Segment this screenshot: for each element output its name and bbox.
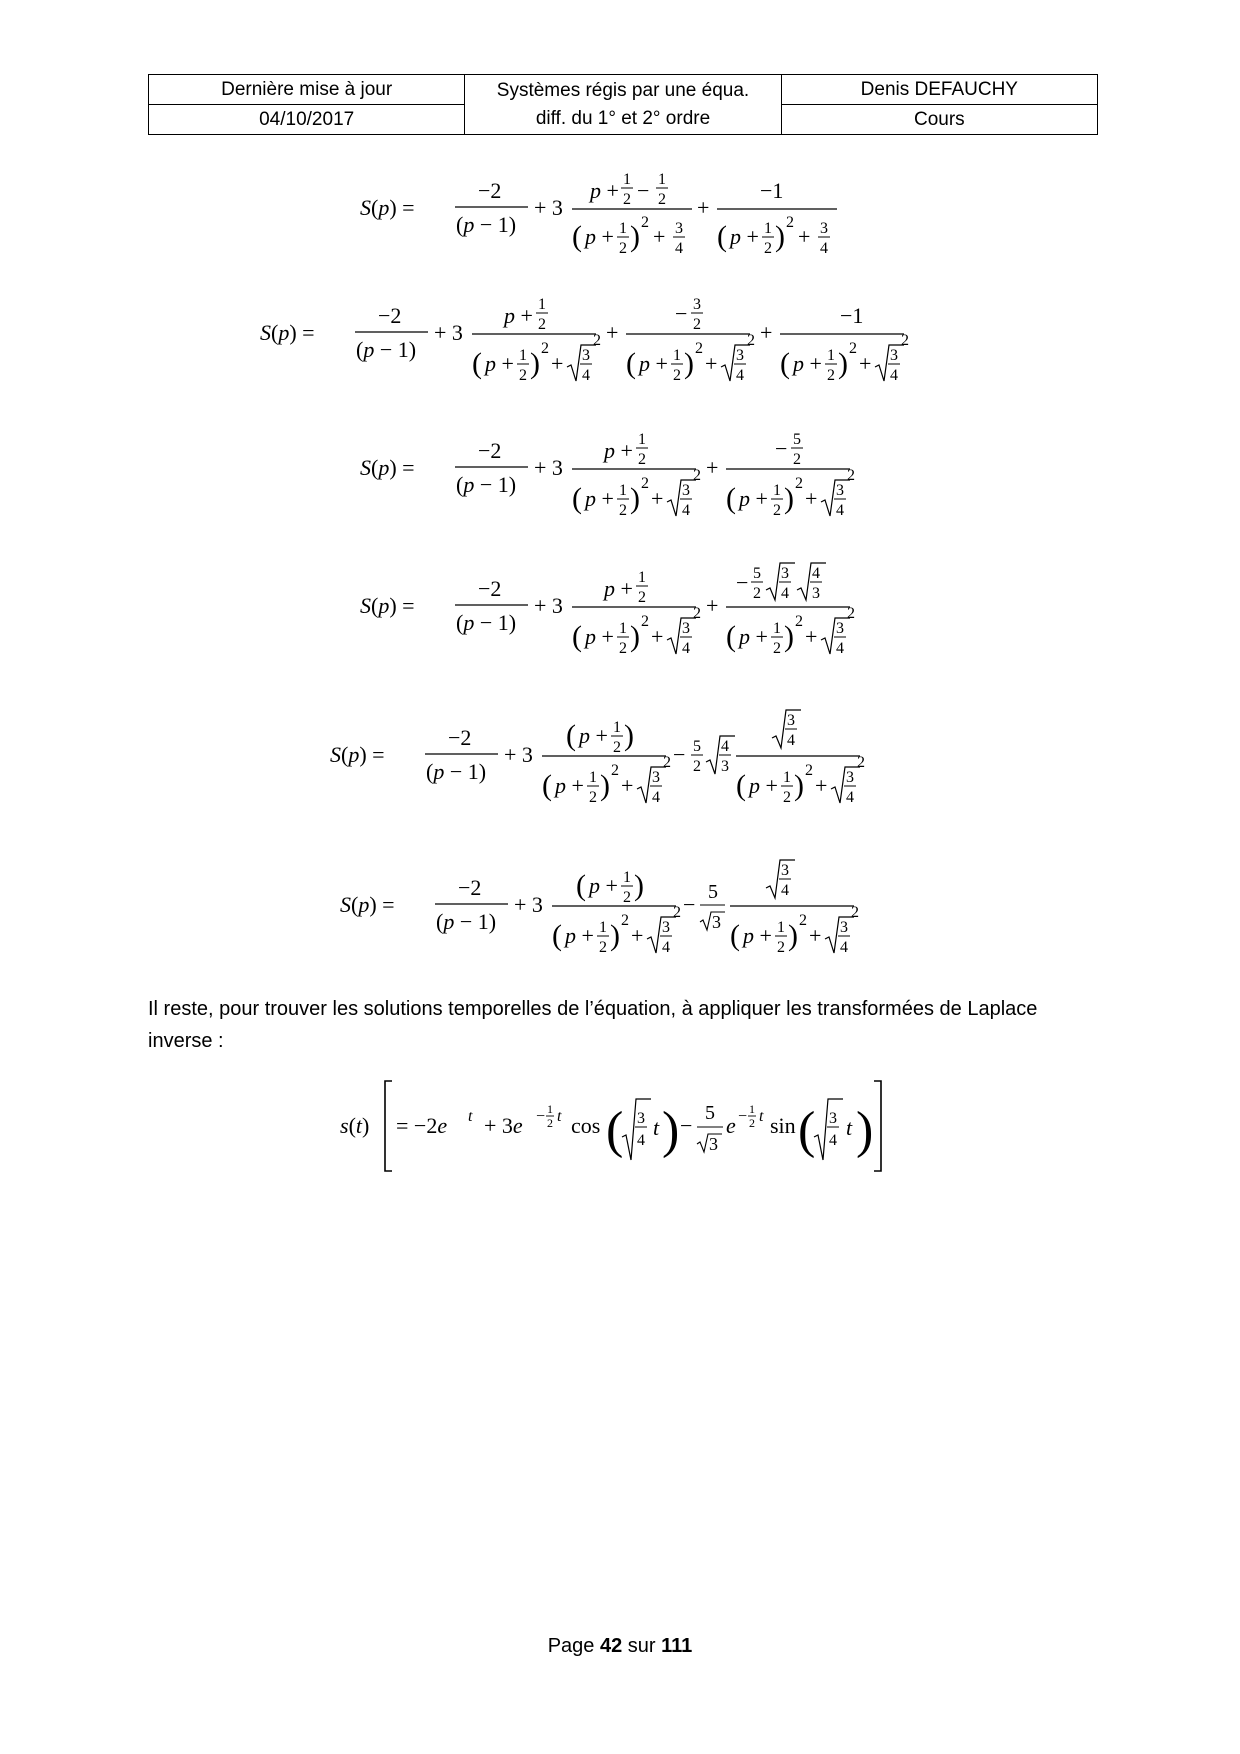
svg-text:−1: −1	[840, 303, 864, 328]
svg-text:2: 2	[541, 340, 549, 357]
svg-text:): )	[784, 620, 794, 653]
svg-text:1: 1	[613, 719, 621, 736]
svg-text:): )	[624, 719, 634, 752]
svg-text:p +: p +	[585, 486, 614, 511]
svg-text:−: −	[637, 178, 650, 203]
svg-text:2: 2	[851, 904, 859, 921]
svg-text:+ 3: + 3	[504, 742, 533, 767]
svg-text:+: +	[651, 486, 664, 511]
svg-text:1: 1	[623, 869, 631, 886]
svg-text:4: 4	[662, 939, 670, 956]
svg-text:): )	[794, 769, 804, 802]
svg-text:3: 3	[890, 347, 898, 364]
svg-text:2: 2	[623, 889, 631, 906]
svg-text:2: 2	[749, 1116, 755, 1130]
svg-text:3: 3	[662, 919, 670, 936]
svg-text:1: 1	[619, 220, 627, 237]
svg-text:3: 3	[820, 220, 828, 237]
svg-text:cos: cos	[571, 1113, 601, 1138]
svg-text:3: 3	[836, 482, 844, 499]
svg-text:4: 4	[682, 502, 690, 519]
svg-text:2: 2	[613, 739, 621, 756]
svg-text:−: −	[775, 436, 788, 461]
svg-text:(: (	[572, 220, 582, 253]
svg-text:t: t	[653, 1115, 660, 1140]
svg-text:−2: −2	[478, 178, 502, 203]
svg-text:4: 4	[675, 240, 683, 257]
svg-text:(: (	[726, 620, 736, 653]
svg-text:1: 1	[777, 919, 785, 936]
equation-7-render	[340, 1075, 900, 1175]
svg-text:−: −	[536, 1108, 546, 1125]
svg-text:3: 3	[787, 712, 795, 729]
svg-text:2: 2	[793, 451, 801, 468]
svg-text:2: 2	[695, 340, 703, 357]
equation-4-render	[360, 555, 880, 670]
svg-text:1: 1	[623, 171, 631, 188]
svg-text:−2: −2	[378, 303, 402, 328]
svg-text:+: +	[706, 455, 719, 480]
svg-text:): )	[838, 347, 848, 380]
svg-text:2: 2	[773, 640, 781, 657]
svg-text:+: +	[551, 351, 564, 376]
footer-sur: sur	[627, 1635, 656, 1657]
svg-text:−2: −2	[448, 725, 472, 750]
svg-text:): )	[630, 482, 640, 515]
svg-text:): )	[634, 869, 644, 902]
svg-text:+ 3: + 3	[534, 455, 563, 480]
svg-text:p +: p +	[590, 178, 619, 203]
svg-text:p +: p +	[504, 303, 533, 328]
svg-text:4: 4	[652, 789, 660, 806]
equation-3-render	[360, 420, 880, 530]
svg-text:sin: sin	[770, 1113, 796, 1138]
svg-text:2: 2	[799, 912, 807, 929]
svg-text:+: +	[705, 351, 718, 376]
svg-text:(: (	[566, 719, 576, 752]
page-footer	[0, 1635, 1240, 1658]
svg-text:3: 3	[829, 1110, 837, 1127]
svg-text:2: 2	[673, 367, 681, 384]
svg-text:2: 2	[593, 332, 601, 349]
svg-text:+ 3: + 3	[434, 320, 463, 345]
svg-text:−: −	[738, 1108, 748, 1125]
svg-text:+: +	[859, 351, 872, 376]
svg-text:1: 1	[638, 569, 646, 586]
svg-text:t: t	[557, 1108, 562, 1125]
header-author: Denis DEFAUCHY	[781, 75, 1097, 105]
header-doc-type: Cours	[781, 105, 1097, 135]
svg-text:(: (	[730, 919, 740, 952]
svg-text:p +: p +	[743, 923, 772, 948]
svg-text:2: 2	[641, 214, 649, 231]
svg-text:4: 4	[836, 502, 844, 519]
svg-text:5: 5	[793, 431, 801, 448]
svg-text:5: 5	[708, 881, 718, 903]
svg-text:−1: −1	[760, 178, 784, 203]
svg-text:1: 1	[619, 620, 627, 637]
svg-text:2: 2	[777, 939, 785, 956]
svg-text:3: 3	[709, 1134, 718, 1154]
svg-text:3: 3	[652, 769, 660, 786]
svg-text:): )	[684, 347, 694, 380]
equation-3	[0, 420, 1240, 530]
svg-text:1: 1	[658, 171, 666, 188]
svg-text:p +: p +	[565, 923, 594, 948]
svg-text:−: −	[675, 301, 688, 326]
svg-text:4: 4	[812, 565, 820, 582]
svg-text:2: 2	[638, 451, 646, 468]
svg-text:S(p) =: S(p) =	[360, 455, 415, 480]
svg-text:2: 2	[795, 613, 803, 630]
svg-text:−: −	[673, 742, 686, 767]
svg-text:1: 1	[764, 220, 772, 237]
svg-text:e: e	[726, 1113, 736, 1138]
header-table	[148, 74, 1098, 135]
header-title-line2: diff. du 1° et 2° ordre	[535, 107, 711, 129]
svg-text:1: 1	[538, 296, 546, 313]
svg-text:+ 3: + 3	[534, 195, 563, 220]
svg-text:p +: p +	[739, 486, 768, 511]
svg-text:S(p) =: S(p) =	[260, 320, 315, 345]
svg-text:+: +	[760, 320, 773, 345]
svg-text:2: 2	[619, 240, 627, 257]
svg-text:(: (	[726, 482, 736, 515]
svg-text:(p − 1): (p − 1)	[356, 337, 417, 362]
svg-text:2: 2	[693, 467, 701, 484]
equation-6	[0, 850, 1240, 970]
footer-page-prefix: Page	[547, 1635, 595, 1657]
svg-text:(: (	[542, 769, 552, 802]
svg-text:2: 2	[783, 789, 791, 806]
svg-text:5: 5	[693, 738, 701, 755]
svg-text:+: +	[815, 773, 828, 798]
svg-text:2: 2	[641, 475, 649, 492]
svg-text:(: (	[472, 347, 482, 380]
svg-text:): )	[662, 1102, 680, 1159]
svg-text:1: 1	[599, 919, 607, 936]
svg-text:): )	[530, 347, 540, 380]
svg-text:): )	[788, 919, 798, 952]
svg-text:4: 4	[736, 367, 744, 384]
svg-text:4: 4	[781, 585, 789, 602]
equation-5	[0, 700, 1240, 820]
svg-text:(: (	[576, 869, 586, 902]
svg-text:2: 2	[547, 1116, 553, 1130]
svg-text:4: 4	[840, 939, 848, 956]
equation-2-render	[260, 285, 980, 395]
svg-text:1: 1	[673, 347, 681, 364]
svg-text:+: +	[805, 486, 818, 511]
svg-text:3: 3	[736, 347, 744, 364]
equation-6-render	[340, 850, 900, 970]
svg-text:3: 3	[840, 919, 848, 936]
svg-text:2: 2	[693, 758, 701, 775]
svg-text:S(p) =: S(p) =	[340, 892, 395, 917]
svg-text:+ 3e: + 3e	[484, 1113, 523, 1138]
svg-text:2: 2	[764, 240, 772, 257]
svg-text:S(p) =: S(p) =	[360, 195, 415, 220]
svg-text:4: 4	[781, 882, 789, 899]
svg-text:p +: p +	[585, 224, 614, 249]
svg-text:3: 3	[637, 1110, 645, 1127]
svg-text:5: 5	[705, 1102, 715, 1124]
svg-text:p +: p +	[730, 224, 759, 249]
svg-text:(: (	[552, 919, 562, 952]
svg-text:p +: p +	[639, 351, 668, 376]
svg-text:1: 1	[773, 482, 781, 499]
svg-text:(: (	[780, 347, 790, 380]
svg-text:p +: p +	[585, 624, 614, 649]
svg-text:1: 1	[619, 482, 627, 499]
svg-text:4: 4	[890, 367, 898, 384]
svg-text:4: 4	[637, 1132, 645, 1149]
svg-text:S(p) =: S(p) =	[360, 593, 415, 618]
svg-text:2: 2	[773, 502, 781, 519]
svg-text:2: 2	[693, 316, 701, 333]
svg-text:(: (	[626, 347, 636, 380]
footer-page-number: 42	[599, 1635, 623, 1657]
svg-text:3: 3	[836, 620, 844, 637]
svg-text:p +: p +	[589, 873, 618, 898]
svg-text:p +: p +	[604, 438, 633, 463]
header-date: 04/10/2017	[149, 105, 465, 135]
svg-text:= −2e: = −2e	[396, 1113, 448, 1138]
svg-text:(: (	[606, 1102, 624, 1159]
svg-text:4: 4	[836, 640, 844, 657]
svg-text:+: +	[651, 624, 664, 649]
equation-1-render	[360, 160, 880, 260]
svg-text:1: 1	[773, 620, 781, 637]
svg-text:): )	[610, 919, 620, 952]
svg-text:(: (	[736, 769, 746, 802]
svg-text:+ 3: + 3	[514, 892, 543, 917]
svg-text:+: +	[798, 224, 811, 249]
svg-text:+: +	[805, 624, 818, 649]
svg-text:+: +	[706, 593, 719, 618]
equation-2	[0, 285, 1240, 395]
svg-text:3: 3	[812, 585, 820, 602]
svg-text:3: 3	[693, 296, 701, 313]
svg-text:3: 3	[712, 912, 721, 932]
svg-text:t: t	[468, 1108, 473, 1125]
svg-text:s(t): s(t)	[340, 1113, 370, 1138]
svg-text:4: 4	[787, 732, 795, 749]
svg-text:3: 3	[846, 769, 854, 786]
svg-text:2: 2	[857, 754, 865, 771]
svg-text:−2: −2	[478, 438, 502, 463]
svg-text:+: +	[606, 320, 619, 345]
svg-text:): )	[775, 220, 785, 253]
equation-4	[0, 555, 1240, 670]
svg-text:1: 1	[749, 1102, 755, 1116]
svg-text:3: 3	[721, 758, 729, 775]
svg-text:2: 2	[753, 585, 761, 602]
svg-text:p +: p +	[604, 576, 633, 601]
svg-text:p +: p +	[793, 351, 822, 376]
svg-text:1: 1	[589, 769, 597, 786]
svg-text:2: 2	[519, 367, 527, 384]
explanation-paragraph: Il reste, pour trouver les solutions temporelles de l’équation, à appliquer les transformées de Laplace inverse :	[148, 998, 1038, 1052]
svg-text:p +: p +	[555, 773, 584, 798]
header-title-line1: Systèmes régis par une équa.	[496, 79, 750, 101]
svg-text:1: 1	[519, 347, 527, 364]
svg-text:3: 3	[675, 220, 683, 237]
svg-text:2: 2	[621, 912, 629, 929]
svg-text:1: 1	[638, 431, 646, 448]
svg-text:+: +	[621, 773, 634, 798]
svg-text:2: 2	[638, 589, 646, 606]
svg-text:2: 2	[901, 332, 909, 349]
svg-text:4: 4	[820, 240, 828, 257]
equation-7	[0, 1075, 1240, 1175]
svg-text:): )	[630, 620, 640, 653]
svg-text:2: 2	[538, 316, 546, 333]
equation-1	[0, 160, 1240, 260]
svg-text:(: (	[717, 220, 727, 253]
svg-text:(: (	[572, 482, 582, 515]
svg-text:2: 2	[847, 605, 855, 622]
svg-text:2: 2	[658, 191, 666, 208]
svg-text:p +: p +	[579, 723, 608, 748]
svg-text:(p − 1): (p − 1)	[456, 472, 517, 497]
svg-text:S(p) =: S(p) =	[330, 742, 385, 767]
svg-text:4: 4	[829, 1132, 837, 1149]
svg-text:2: 2	[693, 605, 701, 622]
svg-text:(p − 1): (p − 1)	[456, 212, 517, 237]
svg-text:5: 5	[753, 565, 761, 582]
svg-text:3: 3	[582, 347, 590, 364]
svg-text:2: 2	[623, 191, 631, 208]
svg-text:2: 2	[599, 939, 607, 956]
svg-text:2: 2	[847, 467, 855, 484]
svg-text:+: +	[631, 923, 644, 948]
svg-text:2: 2	[619, 502, 627, 519]
svg-text:): )	[600, 769, 610, 802]
svg-text:p +: p +	[485, 351, 514, 376]
svg-text:2: 2	[747, 332, 755, 349]
svg-text:2: 2	[827, 367, 835, 384]
svg-text:2: 2	[805, 762, 813, 779]
svg-text:3: 3	[781, 862, 789, 879]
svg-text:(p − 1): (p − 1)	[436, 909, 497, 934]
svg-text:2: 2	[663, 754, 671, 771]
svg-text:−2: −2	[478, 576, 502, 601]
svg-text:4: 4	[582, 367, 590, 384]
svg-text:+: +	[697, 195, 710, 220]
svg-text:p +: p +	[739, 624, 768, 649]
header-last-update-label: Dernière mise à jour	[149, 75, 465, 105]
svg-text:2: 2	[641, 613, 649, 630]
svg-text:1: 1	[783, 769, 791, 786]
svg-text:4: 4	[682, 640, 690, 657]
header-title	[465, 75, 781, 135]
svg-text:): )	[784, 482, 794, 515]
svg-text:2: 2	[611, 762, 619, 779]
svg-text:3: 3	[682, 620, 690, 637]
svg-text:(: (	[572, 620, 582, 653]
svg-text:−: −	[683, 892, 696, 917]
svg-text:1: 1	[827, 347, 835, 364]
svg-text:1: 1	[547, 1102, 553, 1116]
svg-text:(: (	[798, 1102, 816, 1159]
svg-text:+: +	[653, 224, 666, 249]
svg-text:(p − 1): (p − 1)	[456, 610, 517, 635]
svg-text:p +: p +	[749, 773, 778, 798]
svg-text:2: 2	[673, 904, 681, 921]
svg-text:2: 2	[619, 640, 627, 657]
svg-text:2: 2	[786, 214, 794, 231]
svg-text:3: 3	[781, 565, 789, 582]
svg-text:4: 4	[846, 789, 854, 806]
footer-page-total: 111	[661, 1635, 693, 1657]
svg-text:2: 2	[589, 789, 597, 806]
equation-5-render	[330, 700, 910, 820]
svg-text:t: t	[846, 1115, 853, 1140]
svg-text:): )	[856, 1102, 874, 1159]
svg-text:3: 3	[682, 482, 690, 499]
svg-text:+: +	[809, 923, 822, 948]
svg-text:): )	[630, 220, 640, 253]
svg-text:−: −	[736, 570, 749, 595]
svg-text:+ 3: + 3	[534, 593, 563, 618]
svg-text:2: 2	[849, 340, 857, 357]
svg-text:−: −	[680, 1113, 693, 1138]
svg-text:t: t	[759, 1108, 764, 1125]
svg-text:4: 4	[721, 738, 729, 755]
svg-text:(p − 1): (p − 1)	[426, 759, 487, 784]
svg-text:−2: −2	[458, 875, 482, 900]
svg-text:2: 2	[795, 475, 803, 492]
